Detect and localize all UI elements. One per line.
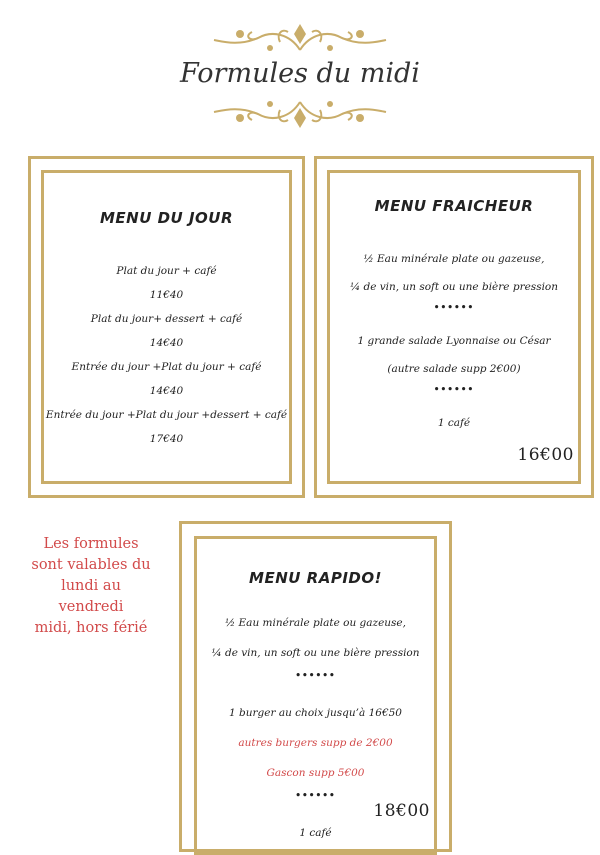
menu-line: ½ Eau minérale plate ou gazeuse, [225, 617, 406, 629]
menu-line: Entrée du jour +Plat du jour + café [71, 361, 262, 373]
menu-title: MENU FRAICHEUR [374, 197, 534, 215]
menu-supplement-line: autres burgers supp de 2€00 [238, 737, 393, 749]
note-line: vendredi [58, 599, 124, 615]
menu-price-line: 14€40 [149, 337, 184, 349]
menu-du-jour-card [28, 156, 305, 498]
menu-fraicheur-card [314, 156, 594, 498]
note-line: midi, hors férié [34, 620, 148, 636]
menu-price-line: 17€40 [149, 433, 184, 445]
menu-line: Entrée du jour +Plat du jour +dessert + café [45, 409, 288, 421]
separator-dots: •••••• [433, 385, 475, 395]
bottom-ornament [0, 96, 600, 136]
menu-price: 16€00 [517, 445, 574, 465]
menu-line: 1 burger au choix jusqu’à 16€50 [229, 707, 402, 719]
menu-line: ¼ de vin, un soft ou une bière pression [211, 647, 420, 659]
page-title: Formules du midi [180, 58, 420, 89]
menu-line: 1 café [299, 827, 332, 839]
menu-title: MENU RAPIDO! [249, 569, 382, 587]
menu-price-line: 11€40 [149, 289, 184, 301]
menu-supplement-line: Gascon supp 5€00 [266, 767, 365, 779]
menu-title: MENU DU JOUR [99, 209, 234, 227]
separator-dots: •••••• [295, 671, 336, 681]
inner-frame [327, 170, 581, 484]
menu-line: ½ Eau minérale plate ou gazeuse, [363, 253, 545, 265]
flourish-icon [210, 20, 390, 56]
note-line: lundi au [61, 578, 121, 594]
top-ornament [0, 20, 600, 60]
menu-rapido-card [179, 521, 452, 852]
flourish-icon [210, 96, 390, 132]
inner-frame [41, 170, 292, 484]
note-line: Les formules [43, 536, 139, 552]
menu-price-line: 14€40 [149, 385, 184, 397]
menu-line: ¼ de vin, un soft ou une bière pression [349, 281, 559, 293]
validity-note [18, 534, 164, 639]
separator-dots: •••••• [295, 791, 336, 801]
inner-frame [194, 536, 437, 855]
menu-price: 18€00 [373, 801, 430, 821]
menu-line: 1 café [437, 417, 471, 429]
menu-line: (autre salade supp 2€00) [387, 363, 521, 375]
menu-line: Plat du jour+ dessert + café [90, 313, 243, 325]
note-line: sont valables du [31, 557, 151, 573]
menu-line: Plat du jour + café [116, 265, 217, 277]
separator-dots: •••••• [433, 303, 475, 313]
menu-line: 1 grande salade Lyonnaise ou César [357, 335, 551, 347]
